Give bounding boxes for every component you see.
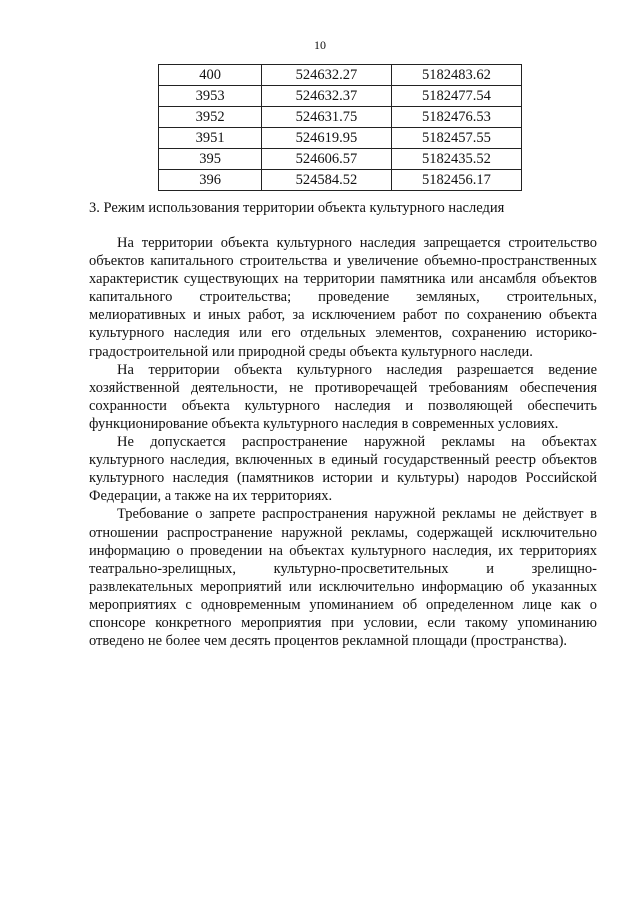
y-coordinate-cell: 5182477.54 xyxy=(391,86,521,107)
section-heading: 3. Режим использования территории объекта культурного наследия xyxy=(89,200,505,216)
y-coordinate-cell: 5182483.62 xyxy=(391,65,521,86)
page-number: 10 xyxy=(314,38,326,52)
y-coordinate-cell: 5182435.52 xyxy=(391,149,521,170)
paragraph-advertising-ban: Не допускается распространение наружной рекламы на объектах культурного наследия, включенных в единый государственный реестр объектов культурного наследия (памятников истории и культуры) народов Российской Федерации, а также на их территориях. xyxy=(89,434,597,505)
table-row xyxy=(159,65,522,86)
table-row xyxy=(159,107,522,128)
table-row xyxy=(159,128,522,149)
table-row xyxy=(159,86,522,107)
x-coordinate-cell: 524632.27 xyxy=(262,65,392,86)
point-number-cell: 3953 xyxy=(159,86,262,107)
point-number-cell: 400 xyxy=(159,65,262,86)
y-coordinate-cell: 5182457.55 xyxy=(391,128,521,149)
point-number-cell: 396 xyxy=(159,170,262,191)
point-number-cell: 3951 xyxy=(159,128,262,149)
y-coordinate-cell: 5182476.53 xyxy=(391,107,521,128)
table-row xyxy=(159,149,522,170)
coordinates-table xyxy=(158,64,522,191)
paragraph-permitted-activity: На территории объекта культурного наследия разрешается ведение хозяйственной деятельности, не противоречащей требованиям обеспечения сохранности объекта культурного наследия и позволяющей обеспечить функционирование объекта культурного наследия в современных условиях. xyxy=(89,361,597,432)
paragraph-prohibitions: На территории объекта культурного наследия запрещается строительство объектов капитального строительства и увеличение объемно-пространственных характеристик существующих на территории памятника или ансамбля объектов капитального строительства; проведение земляных, строительных, мелиоративных и иных работ, за исключением работ по сохранению объекта культурного наследия или его отдельных элементов, сохранению историко-градостроительной или природной среды объекта культурного наследи. xyxy=(89,235,597,360)
section-body xyxy=(89,234,597,650)
x-coordinate-cell: 524632.37 xyxy=(262,86,392,107)
x-coordinate-cell: 524606.57 xyxy=(262,149,392,170)
point-number-cell: 395 xyxy=(159,149,262,170)
point-number-cell: 3952 xyxy=(159,107,262,128)
table-row xyxy=(159,170,522,191)
x-coordinate-cell: 524584.52 xyxy=(262,170,392,191)
paragraph-advertising-exception: Требование о запрете распространения наружной рекламы не действует в отношении распространение наружной рекламы, содержащей исключительно информацию о проведении на объектах культурного наследия, их территориях театрально-зрелищных, культурно-просветительных и зрелищно-развлекательных мероприятий или исключительно информацию об указанных мероприятиях с одновременным упоминанием об определенном лице как о спонсоре конкретного мероприятия при условии, если такому упоминанию отведено не более чем десять процентов рекламной площади (пространства). xyxy=(89,506,597,650)
x-coordinate-cell: 524631.75 xyxy=(262,107,392,128)
x-coordinate-cell: 524619.95 xyxy=(262,128,392,149)
y-coordinate-cell: 5182456.17 xyxy=(391,170,521,191)
